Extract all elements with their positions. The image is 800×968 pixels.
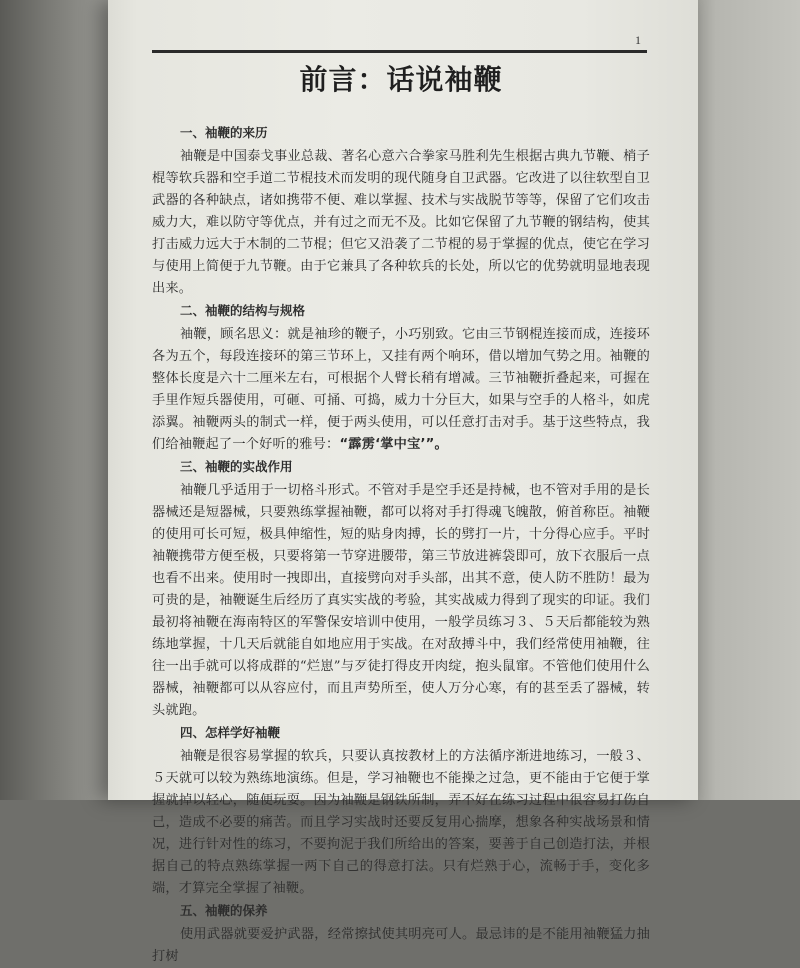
section-maintenance xyxy=(152,900,650,968)
section-heading: 五、袖鞭的保养 xyxy=(180,903,268,918)
section-heading: 三、袖鞭的实战作用 xyxy=(180,459,293,474)
section-learning xyxy=(152,722,650,900)
page-title: 前言：话说袖鞭 xyxy=(299,63,503,96)
section-combat-use xyxy=(152,456,650,722)
page-number: 1 xyxy=(635,33,641,47)
paragraph: 袖鞭是中国泰戈事业总裁、著名心意六合拳家马胜利先生根据古典九节鞭、梢子棍等软兵器和空手道二节棍技术而发明的现代随身自卫武器。它改进了以往软型自卫武器的各种缺点，诸如携带不便、难以掌握、技术与实战脱节等等，保留了它们攻击威力大，难以防守等优点，并有过之而无不及。比如它保留了九节鞭的钢结构，使其打击威力远大于木制的二节棍；但它又沿袭了二节棍的易于掌握的优点，使它在学习与使用上简便于九节鞭。由于它兼具了各种软兵的长处，所以它的优势就明显地表现出来。 xyxy=(152,149,650,296)
section-structure xyxy=(152,300,650,456)
section-heading: 一、袖鞭的来历 xyxy=(180,125,268,140)
paragraph: 使用武器就要爱护武器，经常擦拭使其明亮可人。最忌讳的是不能用袖鞭猛力抽打树 xyxy=(152,927,650,964)
paragraph: 袖鞭几乎适用于一切格斗形式。不管对手是空手还是持械，也不管对手用的是长器械还是短器械，只要熟练掌握袖鞭，都可以将对手打得魂飞魄散，俯首称臣。袖鞭的使用可长可短，极具伸缩性，短的贴身肉搏，长的劈打一片，十分得心应手。平时袖鞭携带方便至极，只要将第一节穿进腰带，第三节放进裤袋即可，放下衣服后一点也看不出来。使用时一拽即出，直接劈向对手头部，出其不意，使人防不胜防！最为可贵的是，袖鞭诞生后经历了真实实战的考验，其实战威力得到了现实的印证。我们最初将袖鞭在海南特区的军警保安培训中使用，一般学员练习３、５天后都能较为熟练地掌握，十几天后就能自如地应用于实战。在对敌搏斗中，我们经常使用袖鞭，往往一出手就可以将成群的“烂崽”与歹徒打得皮开肉绽，抱头鼠窜。不管他们使用什么器械，袖鞭都可以从容应付，而且声势所至，使人万分心寒，有的甚至丢了器械，转头就跑。 xyxy=(152,483,650,718)
section-heading: 四、怎样学好袖鞭 xyxy=(180,725,281,740)
paragraph: 袖鞭是很容易掌握的软兵，只要认真按教材上的方法循序渐进地练习，一般３、５天就可以较为熟练地演练。但是，学习袖鞭也不能操之过急，更不能由于它便于掌握就掉以轻心，随便玩耍。因为袖鞭是钢铁所制，弄不好在练习过程中很容易打伤自己，造成不必要的痛苦。而且学习实战时还要反复用心揣摩，想象各种实战场景和情况，进行针对性的练习，不要拘泥于我们所给出的答案，要善于自己创造打法，并根据自己的特点熟练掌握一两下自己的得意打法。只有烂熟于心，流畅于手，变化多端，才算完全掌握了袖鞭。 xyxy=(152,749,650,896)
page-content xyxy=(152,58,650,968)
header-rule xyxy=(152,50,647,53)
nickname-highlight: “霹雳‘掌中宝’”。 xyxy=(339,437,448,452)
background-shadow xyxy=(695,0,800,800)
section-origin xyxy=(152,122,650,300)
section-heading: 二、袖鞭的结构与规格 xyxy=(180,303,306,318)
paragraph-text: 袖鞭，顾名思义：就是袖珍的鞭子，小巧别致。它由三节钢棍连接而成，连接环各为五个，每段连接环的第三节环上，又挂有两个响环，借以增加气势之用。袖鞭的整体长度是六十二厘米左右，可根据个人臂长稍有增减。三节袖鞭折叠起来，可握在手里作短兵器使用，可砸、可捅、可捣，威力十分巨大，如果与空手的人格斗，如虎添翼。袖鞭两头的制式一样，便于两头使用，可以任意打击对手。基于这些特点，我们给袖鞭起了一个好听的雅号： xyxy=(152,327,650,452)
paragraph xyxy=(152,324,650,456)
